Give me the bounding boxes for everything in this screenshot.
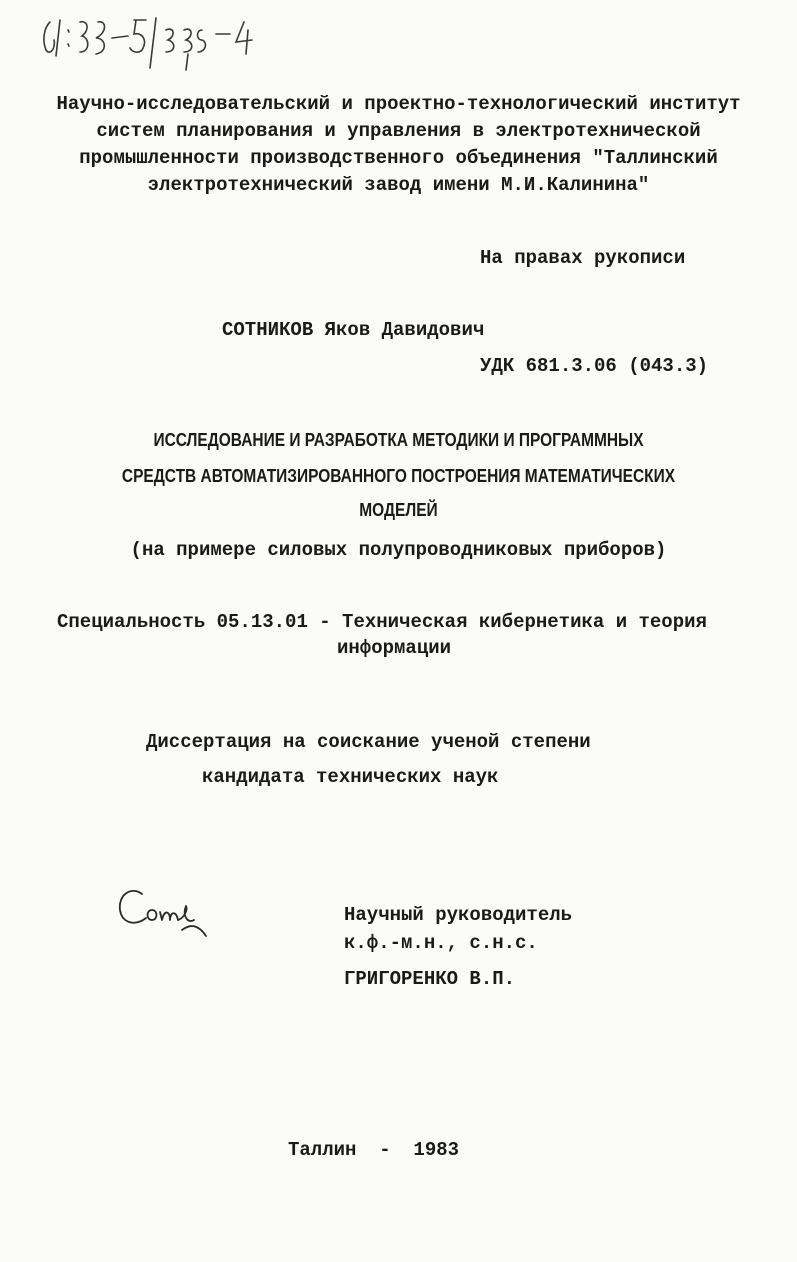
archive-mark-scribble (38, 8, 288, 78)
place-year: Таллин - 1983 (288, 1139, 460, 1161)
supervisor-line-3: ГРИГОРЕНКО В.П. (344, 968, 516, 990)
specialty-line-1: Специальность 05.13.01 - Техническая кибернетика и теория (57, 611, 707, 633)
rights-note: На правах рукописи (480, 247, 686, 269)
institution-line-4: электротехнический завод имени М.И.Калинина" (147, 174, 650, 196)
dissertation-line-1: Диссертация на соискание ученой степени (146, 731, 591, 753)
author-name: СОТНИКОВ Яков Давидович (222, 319, 485, 341)
thesis-title-line-1: ИССЛЕДОВАНИЕ И РАЗРАБОТКА МЕТОДИКИ И ПРОГРАММНЫХ (153, 430, 644, 450)
signature (112, 880, 212, 950)
supervisor-line-1: Научный руководитель (344, 904, 573, 926)
institution-line-2: систем планирования и управления в электротехнической (96, 120, 701, 142)
signature-scribble (112, 880, 212, 950)
thesis-title-line-3: МОДЕЛЕЙ (359, 500, 438, 520)
dissertation-line-2: кандидата технических наук (202, 766, 499, 788)
supervisor-line-2: к.ф.-м.н., с.н.с. (344, 932, 538, 954)
udk-code: УДК 681.3.06 (043.3) (480, 355, 709, 377)
specialty-line-2: информации (337, 637, 452, 659)
institution-line-1: Научно-исследовательский и проектно-технологический институт (56, 93, 741, 115)
archive-mark-text (288, 8, 289, 9)
institution-line-3: промышленности производственного объединения "Таллинский (79, 147, 718, 169)
signature-text (212, 880, 213, 881)
archive-mark (38, 8, 288, 78)
thesis-title-line-2: СРЕДСТВ АВТОМАТИЗИРОВАННОГО ПОСТРОЕНИЯ МАТЕМАТИЧЕСКИХ (121, 466, 676, 486)
thesis-subtitle: (на примере силовых полупроводниковых приборов) (130, 539, 667, 561)
